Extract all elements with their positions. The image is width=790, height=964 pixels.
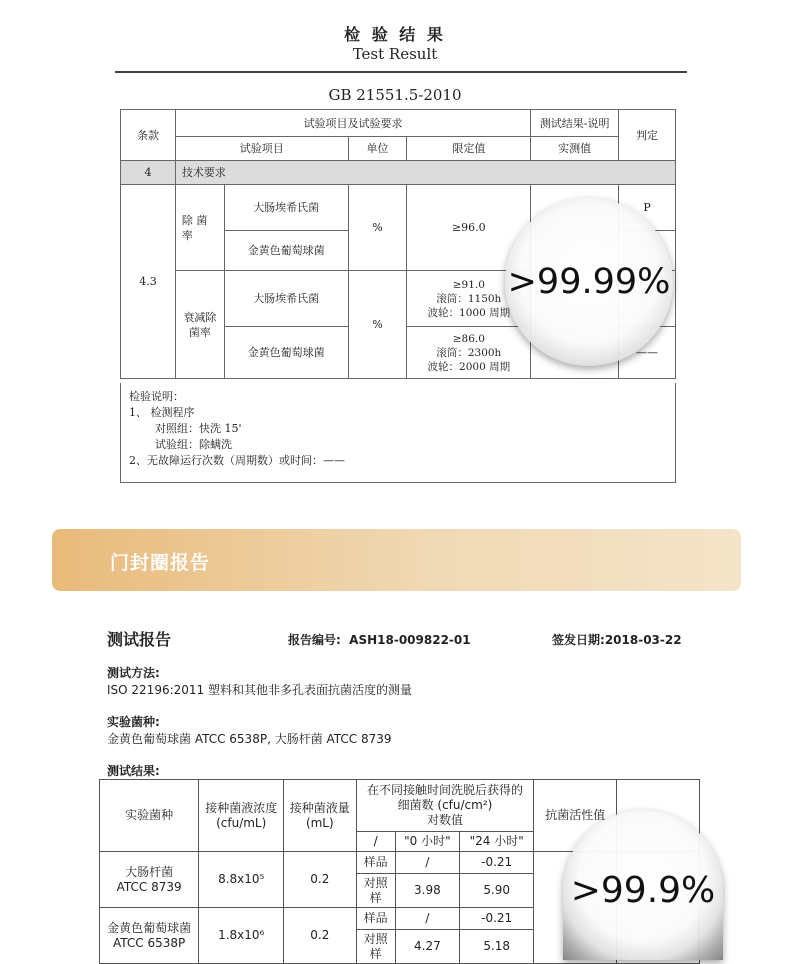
control-0h: 4.27: [395, 930, 459, 964]
header-concentration-unit: (cfu/mL): [216, 815, 267, 830]
lens-value-top: >99.99%: [507, 262, 671, 302]
item-staph: 金黄色葡萄球菌: [224, 327, 348, 379]
header-count-line: 对数值: [426, 813, 463, 827]
subheader-slash: /: [356, 832, 395, 852]
clause-number: 4.3: [121, 185, 176, 379]
report-title: 测试报告: [107, 630, 172, 649]
strain-label: 实验菌种:: [107, 715, 160, 729]
sample-24h: -0.21: [459, 852, 533, 874]
header-strain: 实验菌种: [100, 780, 199, 852]
standard-number: GB 21551.5-2010: [328, 86, 462, 104]
row-control: 对照样: [356, 874, 395, 908]
report-number-label: 报告编号:: [288, 633, 341, 647]
title-chinese: 检 验 结 果: [344, 25, 446, 44]
limit-line: 波轮：2000 周期: [427, 360, 511, 373]
limit-line: ≥91.0: [452, 278, 485, 291]
banner-title: 门封圈报告: [110, 552, 211, 574]
unit-percent: %: [348, 185, 407, 271]
strain-code: ATCC 8739: [116, 879, 182, 894]
header-judgement: 判定: [619, 110, 676, 161]
issue-date: [552, 631, 682, 648]
notes-line: 2、无故障运行次数（周期数）或时间：——: [129, 454, 345, 467]
notes-line: 对照组：快洗 15': [155, 422, 242, 435]
sample-0h: /: [395, 908, 459, 930]
magnifier-lens-bottom: [563, 810, 723, 960]
limit-line: 波轮：1000 周期: [427, 306, 511, 319]
title-english: Test Result: [352, 45, 438, 63]
header-result-desc: 测试结果-说明: [531, 110, 619, 137]
control-24h: 5.18: [459, 930, 533, 964]
header-items-requirements: 试验项目及试验要求: [175, 110, 530, 137]
notes-line: 试验组：除螨洗: [155, 438, 232, 451]
method-label: 测试方法:: [107, 666, 160, 680]
item-ecoli: 大肠埃希氏菌: [224, 185, 348, 231]
notes-heading: 检验说明：: [129, 390, 184, 403]
header-concentration-text: 接种菌液浓度: [205, 800, 278, 815]
concentration-ecoli: 8.8x10⁵: [199, 852, 284, 908]
test-notes: [120, 383, 676, 483]
unit-percent: %: [348, 271, 407, 379]
header-test-item: 试验项目: [175, 137, 348, 161]
result-label: 测试结果:: [107, 764, 160, 778]
group-attenuated-rate: 衰减除菌率: [175, 271, 224, 379]
header-activity: 抗菌活性值: [534, 780, 617, 852]
header-limit: 限定值: [407, 137, 531, 161]
section-name: 技术要求: [175, 161, 675, 185]
strain-value: 金黄色葡萄球菌 ATCC 6538P, 大肠杆菌 ATCC 8739: [107, 732, 392, 746]
limit-line: ≥86.0: [452, 332, 485, 345]
issue-date-label: 签发日期:: [552, 633, 605, 647]
volume-ecoli: 0.2: [284, 852, 356, 908]
limit-line: 滚筒：2300h: [436, 346, 502, 359]
lens-value-bottom: >99.9%: [570, 870, 716, 911]
item-staph: 金黄色葡萄球菌: [224, 231, 348, 271]
header-volume: 接种菌液量(mL): [284, 780, 356, 852]
limit-value: ≥96.0: [407, 185, 531, 271]
subheader-24h: "24 小时": [459, 832, 533, 852]
sample-0h: /: [395, 852, 459, 874]
method-value: ISO 22196:2011 塑料和其他非多孔表面抗菌活度的测量: [107, 683, 412, 697]
limit-line: 滚筒：1150h: [436, 292, 502, 305]
row-sample: 样品: [356, 908, 395, 930]
control-24h: 5.90: [459, 874, 533, 908]
strain-code: ATCC 6538P: [113, 935, 186, 950]
item-ecoli: 大肠埃希氏菌: [224, 271, 348, 327]
notes-line: 1、 检测程序: [129, 406, 195, 419]
judgement-pass: P: [619, 185, 676, 231]
control-0h: 3.98: [395, 874, 459, 908]
sample-24h: -0.21: [459, 908, 533, 930]
issue-date-value: 2018-03-22: [604, 633, 682, 647]
strain-name: 金黄色葡萄球菌: [107, 920, 192, 935]
volume-staph: 0.2: [284, 908, 356, 964]
row-control: 对照样: [356, 930, 395, 964]
header-measured: 实测值: [531, 137, 619, 161]
header-unit: 单位: [348, 137, 407, 161]
strain-staph: [100, 908, 199, 964]
header-count-line: 细菌数 (cfu/cm²): [397, 798, 493, 812]
header-bacteria-count: [356, 780, 534, 832]
header-concentration: [199, 780, 284, 852]
judgement-dash: ——: [619, 327, 676, 379]
header-count-line: 在不同接触时间洗脱后获得的: [366, 783, 523, 797]
report-number: [288, 631, 471, 648]
title-divider: [115, 71, 687, 73]
report-number-value: ASH18-009822-01: [349, 633, 471, 647]
header-clause: 条款: [121, 110, 176, 161]
magnifier-lens-top: [505, 198, 673, 366]
strain-name: 大肠杆菌: [125, 864, 174, 879]
subheader-0h: "0 小时": [395, 832, 459, 852]
group-removal-rate: 除 菌 率: [175, 185, 224, 271]
section-number: 4: [121, 161, 176, 185]
strain-ecoli: [100, 852, 199, 908]
concentration-staph: 1.8x10⁶: [199, 908, 284, 964]
limit-value-staph: [407, 327, 531, 379]
row-sample: 样品: [356, 852, 395, 874]
